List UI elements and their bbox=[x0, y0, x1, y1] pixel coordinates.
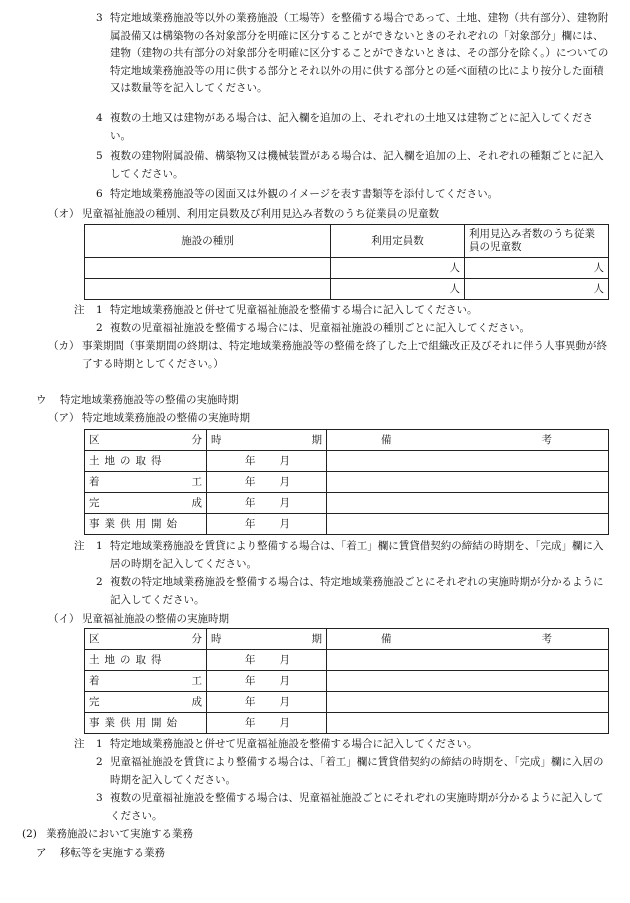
cell-remarks bbox=[327, 713, 609, 734]
note-text: 複数の児童福祉施設を整備する場合は、児童福祉施設ごとにそれぞれの実施時期が分かるように記入してください。 bbox=[110, 792, 604, 822]
note-number: 4 bbox=[96, 112, 103, 124]
row-label-construction-start: 着 工 bbox=[85, 671, 207, 692]
header-employee-children: 利用見込み者数のうち従業員の児童数 bbox=[465, 225, 609, 258]
cell-employee-children: 人 bbox=[465, 279, 609, 300]
section-label: ウ bbox=[36, 394, 47, 406]
section-title: 特定地域業務施設の整備の実施時期 bbox=[82, 412, 250, 424]
note-number: 1 bbox=[96, 738, 103, 750]
header-category: 区 分 bbox=[85, 430, 207, 451]
table-row bbox=[85, 514, 609, 535]
section-title: 業務施設において実施する業務 bbox=[46, 828, 193, 840]
table-row bbox=[85, 650, 609, 671]
table-row bbox=[85, 279, 609, 300]
note-number: 6 bbox=[96, 188, 103, 200]
note-number: 2 bbox=[96, 322, 103, 334]
section-title: 特定地域業務施設等の整備の実施時期 bbox=[60, 394, 239, 406]
table-row bbox=[85, 671, 609, 692]
cell-capacity: 人 bbox=[331, 258, 465, 279]
row-label-completion: 完 成 bbox=[85, 692, 207, 713]
notes-label: 注 bbox=[74, 304, 85, 316]
section-title: 児童福祉施設の種別、利用定員数及び利用見込み者数のうち従業員の児童数 bbox=[82, 208, 439, 220]
note-text: 特定地域業務施設と併せて児童福祉施設を整備する場合に記入してください。 bbox=[110, 304, 478, 316]
section-label: （カ） bbox=[48, 340, 80, 352]
section-label: (2) bbox=[22, 828, 37, 840]
note-text: 複数の土地又は建物がある場合は、記入欄を追加の上、それぞれの土地又は建物ごとに記入してください。 bbox=[110, 112, 593, 142]
note-text: 特定地域業務施設等の図面又は外観のイメージを表す書類等を添付してください。 bbox=[110, 188, 499, 200]
section-label: （イ） bbox=[48, 613, 80, 625]
cell-remarks bbox=[327, 514, 609, 535]
table-row bbox=[85, 692, 609, 713]
section-text: 事業期間（事業期間の終期は、特定地域業務施設等の整備を終了した上で組織改正及びそれに伴う人事異動が終了する時期としてください。） bbox=[82, 340, 607, 370]
row-label-construction-start: 着 工 bbox=[85, 472, 207, 493]
row-label-operation-start: 事業供用開始 bbox=[85, 514, 207, 535]
cell-period: 年 月 bbox=[207, 514, 327, 535]
table-row bbox=[85, 451, 609, 472]
header-facility-type: 施設の種別 bbox=[85, 225, 331, 258]
notes-label: 注 bbox=[74, 738, 85, 750]
cell-capacity: 人 bbox=[331, 279, 465, 300]
section-title: 移転等を実施する業務 bbox=[60, 847, 165, 859]
header-period: 時 期 bbox=[207, 430, 327, 451]
note-text: 複数の児童福祉施設を整備する場合には、児童福祉施設の種別ごとに記入してください。 bbox=[110, 322, 530, 334]
cell-period: 年 月 bbox=[207, 493, 327, 514]
cell-employee-children: 人 bbox=[465, 258, 609, 279]
header-capacity: 利用定員数 bbox=[331, 225, 465, 258]
cell-period: 年 月 bbox=[207, 671, 327, 692]
table-row bbox=[85, 713, 609, 734]
table-header-row bbox=[85, 225, 609, 258]
row-label-land-acquisition: 土地の取得 bbox=[85, 451, 207, 472]
childcare-facility-table bbox=[84, 224, 609, 300]
cell-remarks bbox=[327, 451, 609, 472]
note-number: 2 bbox=[96, 576, 103, 588]
header-remarks: 備 考 bbox=[327, 629, 609, 650]
note-number: 5 bbox=[96, 150, 103, 162]
note-number: 1 bbox=[96, 304, 103, 316]
header-remarks: 備 考 bbox=[327, 430, 609, 451]
table-row bbox=[85, 493, 609, 514]
note-text: 特定地域業務施設を賃貸により整備する場合は、「着工」欄に賃貸借契約の締結の時期を、「完成」欄に入居の時期を記入してください。 bbox=[110, 540, 604, 570]
table-header-row bbox=[85, 629, 609, 650]
note-text: 複数の建物附属設備、構築物又は機械装置がある場合は、記入欄を追加の上、それぞれの種類ごとに記入してください。 bbox=[110, 150, 604, 180]
cell-remarks bbox=[327, 472, 609, 493]
note-number: 3 bbox=[96, 12, 103, 24]
cell-remarks bbox=[327, 493, 609, 514]
childcare-facility-schedule-table bbox=[84, 628, 609, 734]
table-row bbox=[85, 472, 609, 493]
cell-remarks bbox=[327, 650, 609, 671]
header-period: 時 期 bbox=[207, 629, 327, 650]
cell-period: 年 月 bbox=[207, 451, 327, 472]
note-number: 3 bbox=[96, 792, 103, 804]
table-row bbox=[85, 258, 609, 279]
section-label: （オ） bbox=[48, 208, 80, 220]
cell-period: 年 月 bbox=[207, 472, 327, 493]
cell-remarks bbox=[327, 671, 609, 692]
notes-label: 注 bbox=[74, 540, 85, 552]
section-label: （ア） bbox=[48, 412, 80, 424]
cell-period: 年 月 bbox=[207, 650, 327, 671]
note-text: 複数の特定地域業務施設を整備する場合は、特定地域業務施設ごとにそれぞれの実施時期が分かるように記入してください。 bbox=[110, 576, 604, 606]
section-title: 児童福祉施設の整備の実施時期 bbox=[82, 613, 229, 625]
note-text: 特定地域業務施設と併せて児童福祉施設を整備する場合に記入してください。 bbox=[110, 738, 478, 750]
table-header-row bbox=[85, 430, 609, 451]
row-label-land-acquisition: 土地の取得 bbox=[85, 650, 207, 671]
note-text: 児童福祉施設を賃貸により整備する場合は、「着工」欄に賃貸借契約の締結の時期を、「完成」欄に入居の時期を記入してください。 bbox=[110, 756, 604, 786]
cell-facility-type bbox=[85, 279, 331, 300]
cell-remarks bbox=[327, 692, 609, 713]
note-number: 2 bbox=[96, 756, 103, 768]
note-text: 特定地域業務施設等以外の業務施設（工場等）を整備する場合であって、土地、建物（共有部分）、建物附属設備又は構築物の各対象部分を明確に区分することができないときのそれぞれの「対象部分」欄には、建物（建物の共有部分の対象部分を明確に区分することができないときは、その部分を除く。）についての特定地域業務施設等の用に供する部分とそれ以外の用に供する部分との延べ面積の比により按分した面積又は数量等を記入してください。 bbox=[110, 12, 609, 94]
row-label-completion: 完 成 bbox=[85, 493, 207, 514]
section-label: ア bbox=[36, 847, 47, 859]
header-category: 区 分 bbox=[85, 629, 207, 650]
cell-period: 年 月 bbox=[207, 692, 327, 713]
cell-period: 年 月 bbox=[207, 713, 327, 734]
note-number: 1 bbox=[96, 540, 103, 552]
business-facility-schedule-table bbox=[84, 429, 609, 535]
cell-facility-type bbox=[85, 258, 331, 279]
row-label-operation-start: 事業供用開始 bbox=[85, 713, 207, 734]
